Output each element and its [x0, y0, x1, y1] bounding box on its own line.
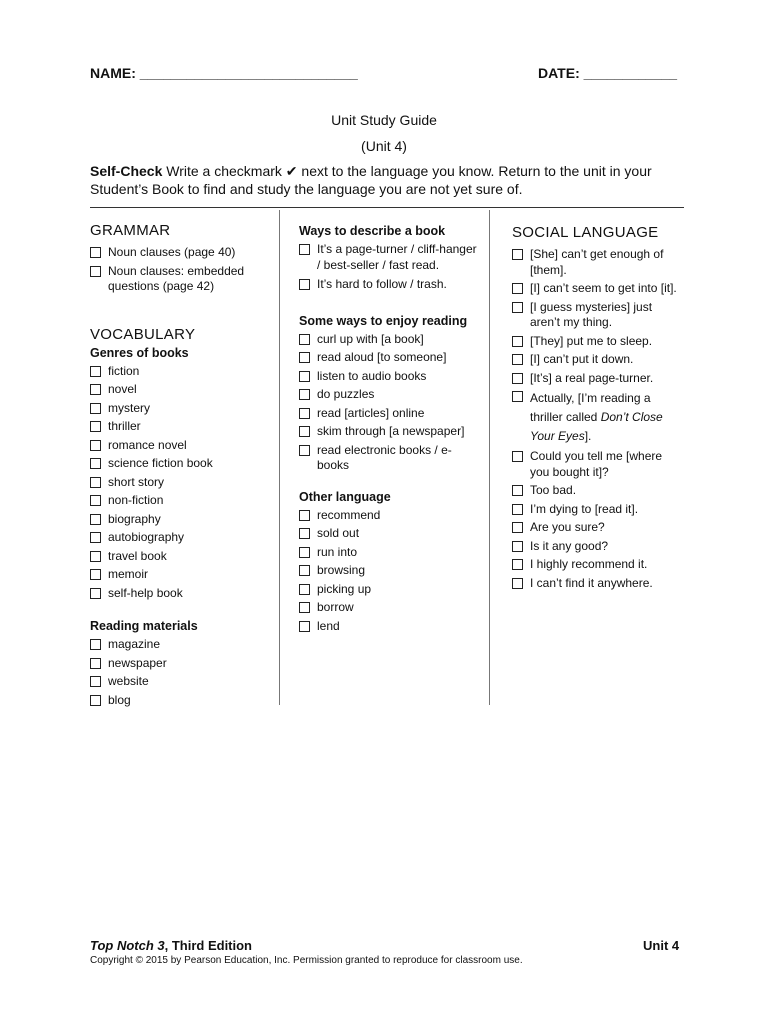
item-label: [I] can’t seem to get into [it]. — [530, 281, 677, 295]
checkbox[interactable] — [90, 658, 101, 669]
item-label: listen to audio books — [317, 368, 427, 383]
item-label: [I guess mysteries] just aren’t my thing. — [530, 299, 653, 329]
item-label: I can’t find it anywhere. — [530, 575, 653, 590]
checkbox[interactable] — [90, 247, 101, 258]
column-describe-enjoy — [299, 223, 479, 637]
checklist-item[interactable] — [90, 245, 273, 261]
genres-list — [90, 364, 273, 602]
name-field[interactable]: NAME: ____________________________ — [90, 65, 358, 81]
item-label: I highly recommend it. — [530, 557, 648, 571]
item-label: read [articles] online — [317, 405, 425, 420]
checkbox[interactable] — [512, 541, 523, 552]
checklist-item[interactable] — [512, 247, 684, 278]
other-language-list — [299, 508, 479, 635]
describe-list — [299, 242, 479, 293]
checkbox[interactable] — [90, 366, 101, 377]
checkbox[interactable] — [299, 334, 310, 345]
checklist-item[interactable] — [90, 475, 273, 491]
checklist-item[interactable] — [512, 520, 684, 536]
checklist-item[interactable] — [299, 277, 479, 293]
item-label: Noun clauses (page 40) — [108, 245, 236, 259]
checklist-item[interactable] — [90, 456, 273, 472]
item-label: sold out — [317, 526, 360, 540]
column-divider-1 — [279, 210, 280, 705]
self-check-text: Write a checkmark ✔ next to the language you know. Return to the unit in your Student’s Book to find and study the language you are not yet sure of. — [90, 163, 652, 197]
item-label: thriller — [108, 419, 141, 433]
checklist-item[interactable] — [299, 582, 479, 598]
checkbox[interactable] — [299, 352, 310, 363]
checklist-item[interactable] — [90, 693, 273, 709]
checklist-item[interactable] — [90, 364, 273, 380]
checklist-item[interactable] — [512, 576, 684, 592]
checkbox[interactable] — [512, 559, 523, 570]
checklist-item[interactable] — [299, 563, 479, 579]
footer-copyright: Copyright © 2015 by Pearson Education, Inc. Permission granted to reproduce for classroom use. — [90, 955, 523, 966]
self-check-label: Self-Check — [90, 163, 163, 179]
checklist-item[interactable] — [90, 549, 273, 565]
item-label: I’m dying to [read it]. — [530, 501, 639, 516]
item-label: memoir — [108, 567, 149, 581]
item-label: It’s a page-turner / cliff-hanger / best-seller / fast read. — [317, 242, 477, 272]
checkbox[interactable] — [90, 403, 101, 414]
checklist-item[interactable] — [90, 567, 273, 583]
checklist-item[interactable] — [512, 539, 684, 555]
describe-heading: Ways to describe a book — [299, 224, 446, 238]
checklist-item[interactable] — [90, 512, 273, 528]
checkbox[interactable] — [90, 384, 101, 395]
item-label: science fiction book — [108, 456, 213, 470]
checklist-item[interactable] — [299, 387, 479, 403]
checkbox[interactable] — [90, 514, 101, 525]
checklist-item[interactable] — [299, 526, 479, 542]
checklist-item[interactable] — [512, 483, 684, 499]
checkbox[interactable] — [299, 244, 310, 255]
checkbox[interactable] — [512, 522, 523, 533]
item-label: picking up — [317, 581, 372, 596]
checkbox[interactable] — [512, 485, 523, 496]
item-label: novel — [108, 382, 137, 396]
checkbox[interactable] — [90, 551, 101, 562]
checkbox[interactable] — [90, 695, 101, 706]
footer-book-title: Top Notch 3, Third Edition — [90, 938, 253, 953]
checkbox[interactable] — [299, 371, 310, 382]
grammar-list — [90, 245, 273, 295]
checklist-item[interactable] — [90, 264, 273, 295]
checkbox[interactable] — [90, 532, 101, 543]
checklist-item[interactable] — [90, 382, 273, 398]
column-divider-2 — [489, 210, 490, 705]
checklist-item[interactable] — [299, 619, 479, 635]
checklist-item[interactable] — [90, 419, 273, 435]
enjoy-list — [299, 332, 479, 474]
date-field[interactable]: DATE: ____________ — [538, 65, 678, 81]
checkbox[interactable] — [299, 547, 310, 558]
item-label: newspaper — [108, 655, 167, 670]
checkbox[interactable] — [299, 565, 310, 576]
item-label: mystery — [108, 400, 150, 415]
checkbox[interactable] — [90, 639, 101, 650]
item-label: Could you tell me [where you bought it]? — [530, 449, 663, 479]
checklist-item[interactable] — [90, 530, 273, 546]
item-label: fiction — [108, 363, 140, 378]
item-label: self-help book — [108, 585, 183, 600]
checklist-item[interactable] — [299, 369, 479, 385]
enjoy-heading: Some ways to enjoy reading — [299, 313, 468, 328]
item-label: recommend — [317, 507, 381, 522]
checkbox[interactable] — [299, 445, 310, 456]
other-language-heading: Other language — [299, 489, 391, 504]
checkbox[interactable] — [299, 621, 310, 632]
checkbox[interactable] — [299, 602, 310, 613]
checkbox[interactable] — [512, 373, 523, 384]
item-label: short story — [108, 474, 165, 489]
item-label: run into — [317, 544, 358, 559]
checkbox[interactable] — [299, 426, 310, 437]
checklist-item[interactable] — [299, 350, 479, 366]
checkbox[interactable] — [512, 354, 523, 365]
checkbox[interactable] — [299, 408, 310, 419]
checklist-item[interactable] — [512, 502, 684, 518]
checklist-item[interactable] — [299, 406, 479, 422]
checkbox[interactable] — [299, 584, 310, 595]
checkbox[interactable] — [512, 249, 523, 260]
checklist-item[interactable] — [90, 586, 273, 602]
item-label: borrow — [317, 600, 354, 614]
checkbox[interactable] — [512, 391, 523, 402]
item-label: read electronic books / e-books — [317, 442, 452, 472]
item-label: non-fiction — [108, 493, 164, 507]
checkbox[interactable] — [512, 578, 523, 589]
checklist-item[interactable] — [299, 242, 479, 273]
checklist-item[interactable] — [90, 493, 273, 509]
checkbox[interactable] — [512, 504, 523, 515]
checklist-item[interactable] — [512, 334, 684, 350]
item-label: Too bad. — [530, 483, 577, 497]
reading-materials-list — [90, 637, 273, 708]
checklist-item[interactable] — [90, 637, 273, 653]
checklist-item[interactable] — [299, 332, 479, 348]
item-label: browsing — [317, 563, 366, 577]
item-label: biography — [108, 511, 161, 526]
checklist-item[interactable] — [512, 300, 684, 331]
item-label: lend — [317, 618, 340, 633]
footer-unit: Unit 4 — [643, 938, 680, 953]
checklist-item[interactable] — [90, 674, 273, 690]
checklist-item[interactable] — [512, 281, 684, 297]
checklist-item[interactable] — [299, 424, 479, 440]
item-label: website — [108, 674, 149, 688]
item-label: Is it any good? — [530, 538, 609, 553]
item-label: travel book — [108, 548, 167, 563]
item-label: [It’s] a real page-turner. — [530, 370, 654, 385]
reading-materials-heading: Reading materials — [90, 619, 198, 633]
checklist-item[interactable] — [512, 389, 684, 446]
checklist-item[interactable] — [90, 656, 273, 672]
checkbox[interactable] — [90, 495, 101, 506]
checkbox[interactable] — [299, 279, 310, 290]
checklist-item[interactable] — [512, 371, 684, 387]
checklist-item[interactable] — [299, 600, 479, 616]
social-language-list — [512, 247, 684, 386]
item-label: do puzzles — [317, 387, 375, 401]
item-label: curl up with [a book] — [317, 331, 424, 346]
checkbox[interactable] — [90, 421, 101, 432]
item-label: [They] put me to sleep. — [530, 333, 653, 348]
item-label: [I] can’t put it down. — [530, 352, 634, 366]
checkbox[interactable] — [90, 588, 101, 599]
item-label: blog — [108, 692, 131, 707]
checklist-item[interactable] — [90, 438, 273, 454]
checklist-item[interactable] — [90, 401, 273, 417]
column-grammar-vocabulary — [90, 222, 273, 711]
self-check-instructions — [90, 162, 680, 198]
checkbox[interactable] — [90, 458, 101, 469]
unit-subtitle: (Unit 4) — [361, 138, 407, 154]
grammar-heading: GRAMMAR — [90, 222, 171, 239]
checklist-item[interactable] — [512, 449, 684, 480]
social-language-list-2 — [512, 449, 684, 591]
genres-heading: Genres of books — [90, 345, 189, 360]
item-label: autobiography — [108, 530, 185, 544]
checklist-item[interactable] — [512, 352, 684, 368]
checkbox[interactable] — [90, 569, 101, 580]
checkbox[interactable] — [299, 528, 310, 539]
item-label: skim through [a newspaper] — [317, 424, 465, 438]
item-label: Noun clauses: embedded questions (page 42) — [108, 263, 245, 293]
checkbox[interactable] — [299, 389, 310, 400]
item-label: read aloud [to someone] — [317, 350, 447, 364]
item-label: [She] can’t get enough of [them]. — [530, 247, 664, 277]
checkbox[interactable] — [90, 676, 101, 687]
top-divider — [90, 207, 684, 208]
checkbox[interactable] — [512, 336, 523, 347]
item-label: Actually, [I’m reading a thriller called Don’t Close Your Eyes]. — [530, 391, 663, 443]
social-language-heading: SOCIAL LANGUAGE — [512, 224, 659, 241]
item-label: It’s hard to follow / trash. — [317, 277, 447, 291]
checkbox[interactable] — [90, 266, 101, 277]
item-label: Are you sure? — [530, 520, 605, 534]
item-label: magazine — [108, 637, 161, 651]
checkbox[interactable] — [90, 440, 101, 451]
checkbox[interactable] — [512, 302, 523, 313]
checkbox[interactable] — [299, 510, 310, 521]
checklist-item[interactable] — [299, 545, 479, 561]
item-label: romance novel — [108, 437, 187, 452]
page-title: Unit Study Guide — [331, 112, 437, 128]
checkbox[interactable] — [512, 451, 523, 462]
checkbox[interactable] — [512, 283, 523, 294]
vocabulary-heading: VOCABULARY — [90, 325, 196, 343]
checklist-item[interactable] — [299, 443, 479, 474]
checklist-item[interactable] — [512, 557, 684, 573]
checklist-item[interactable] — [299, 508, 479, 524]
checkbox[interactable] — [90, 477, 101, 488]
column-social-language — [512, 224, 684, 594]
